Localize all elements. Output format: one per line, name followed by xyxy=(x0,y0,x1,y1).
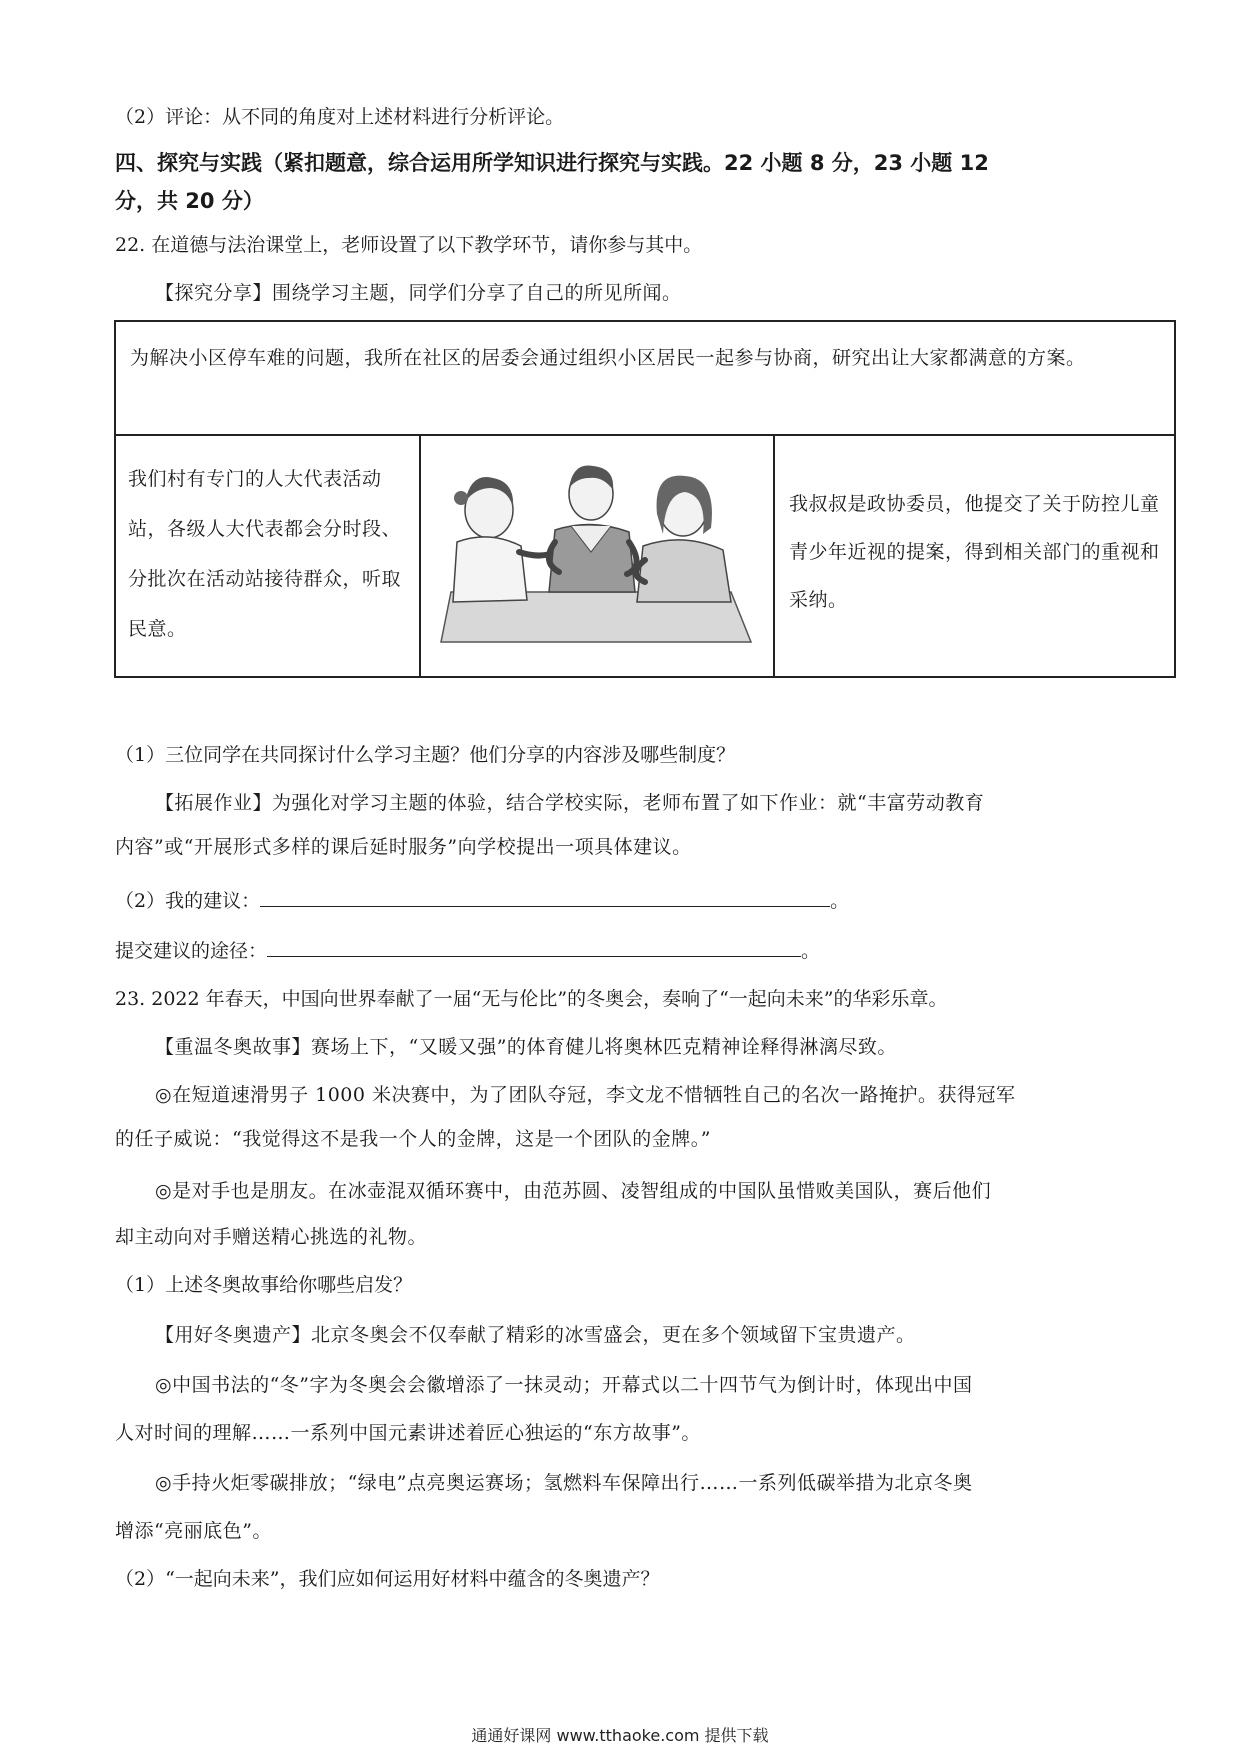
question-23-story-1-line-2: 的任子威说：“我觉得这不是我一个人的金牌，这是一个团队的金牌。” xyxy=(115,1128,711,1150)
route-label: 提交建议的途径： xyxy=(115,940,268,962)
section-4-heading-line-1: 四、探究与实践（紧扣题意，综合运用所学知识进行探究与实践。22 小题 8 分，23 小题 12 xyxy=(115,151,989,175)
table-cell-illustration xyxy=(421,436,775,678)
table-cell-cppcc-text: 我叔叔是政协委员，他提交了关于防控儿童青少年近视的提案，得到相关部门的重视和采纳。 xyxy=(789,493,1160,611)
table-cell-community-text: 为解决小区停车难的问题，我所在社区的居委会通过组织小区居民一起参与协商，研究出让大家都满意的方案。 xyxy=(130,347,1086,369)
question-23-part-1: （1）上述冬奥故事给你哪些启发？ xyxy=(115,1274,413,1296)
question-22-stem: 22. 在道德与法治课堂上，老师设置了以下教学环节，请你参与其中。 xyxy=(115,234,703,256)
table-row-community xyxy=(116,322,1174,436)
table-cell-npc-text: 我们村有专门的人大代表活动站，各级人大代表都会分时段、分批次在活动站接待群众，听取民意。 xyxy=(128,468,402,640)
question-22-extension-line-2: 内容”或“开展形式多样的课后延时服务”向学校提出一项具体建议。 xyxy=(115,836,692,858)
question-23-legacy: 【用好冬奥遗产】北京冬奥会不仅奉献了精彩的冰雪盛会，更在多个领域留下宝贵遗产。 xyxy=(155,1324,916,1346)
suggestion-answer-blank[interactable] xyxy=(260,886,830,907)
table-cell-npc xyxy=(116,436,421,678)
question-22-extension-line-1: 【拓展作业】为强化对学习主题的体验，结合学校实际，老师布置了如下作业：就“丰富劳动教育 xyxy=(155,792,985,814)
question-22-explore-share: 【探究分享】围绕学习主题，同学们分享了自己的所见所闻。 xyxy=(155,282,682,304)
sharing-table xyxy=(114,320,1176,678)
section-4-heading-line-2: 分，共 20 分） xyxy=(115,189,264,213)
question-23-legacy-2-line-2: 增添“亮丽底色”。 xyxy=(115,1520,272,1542)
page-footer: 通通好课网 www.tthaoke.com 提供下载 xyxy=(471,1726,769,1745)
students-discussion-illustration xyxy=(431,442,761,672)
suggestion-label: （2）我的建议： xyxy=(115,890,261,912)
question-23-story-2-line-2: 却主动向对手赠送精心挑选的礼物。 xyxy=(115,1226,428,1248)
question-23-story-2-line-1: ◎是对手也是朋友。在冰壶混双循环赛中，由范苏圆、凌智组成的中国队虽惜败美国队，赛后他们 xyxy=(155,1180,992,1202)
route-answer-blank[interactable] xyxy=(267,936,801,957)
question-23-part-2: （2）“一起向未来”，我们应如何运用好材料中蕴含的冬奥遗产？ xyxy=(115,1568,660,1590)
question-23-legacy-1-line-2: 人对时间的理解……一系列中国元素讲述着匠心独运的“东方故事”。 xyxy=(115,1422,701,1444)
question-21-part-2: （2）评论：从不同的角度对上述材料进行分析评论。 xyxy=(115,106,565,128)
question-23-review: 【重温冬奥故事】赛场上下，“又暖又强”的体育健儿将奥林匹克精神诠释得淋漓尽致。 xyxy=(155,1036,897,1058)
route-end: 。 xyxy=(801,940,821,962)
question-23-story-1-line-1: ◎在短道速滑男子 1000 米决赛中，为了团队夺冠，李文龙不惜牺牲自己的名次一路掩护。获得冠军 xyxy=(155,1084,1016,1106)
question-22-route xyxy=(115,936,820,966)
suggestion-end: 。 xyxy=(830,890,850,912)
question-23-legacy-1-line-1: ◎中国书法的“冬”字为冬奥会会徽增添了一抹灵动；开幕式以二十四节气为倒计时，体现出中国 xyxy=(155,1374,973,1396)
question-23-legacy-2-line-1: ◎手持火炬零碳排放；“绿电”点亮奥运赛场；氢燃料车保障出行……一系列低碳举措为北京冬奥 xyxy=(155,1472,973,1494)
question-23-stem: 23. 2022 年春天，中国向世界奉献了一届“无与伦比”的冬奥会，奏响了“一起向未来”的华彩乐章。 xyxy=(115,988,948,1010)
question-22-part-1: （1）三位同学在共同探讨什么学习主题？他们分享的内容涉及哪些制度？ xyxy=(115,744,736,766)
question-22-part-2 xyxy=(115,886,849,916)
table-cell-cppcc xyxy=(775,436,1174,678)
